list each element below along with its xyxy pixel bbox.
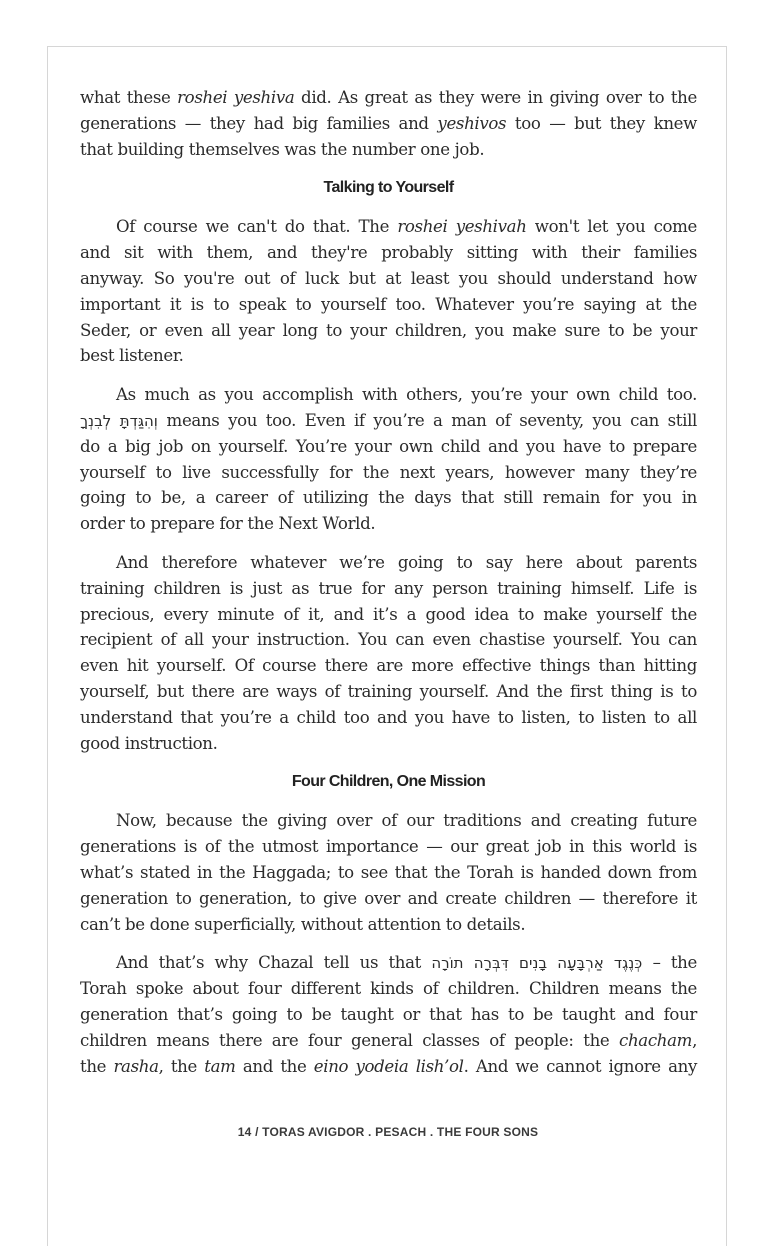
text-line [80,950,697,976]
text-line [80,111,697,137]
text-run: do a big job on yourself. You’re your own child and you have to prepare [80,436,697,456]
section-four-children [80,808,697,1079]
text-run: order to prepare for the Next World. [80,514,376,534]
text-line [80,1054,697,1080]
text-run: too — but they knew [506,113,697,133]
text-run: understand that you’re a child too and you have to listen, to listen to all [80,707,697,727]
text-line [80,1002,697,1028]
text-run: won't let you come [526,217,698,237]
text-line [80,511,697,537]
text-run: did. As great as they were in giving over to the [294,88,697,107]
text-run: As much as you accomplish with others, you’re your own child too. [116,385,697,405]
text-line [80,240,697,266]
italic-term: roshei yeshiva [177,88,295,107]
text-run: , [692,1030,697,1050]
italic-term: tam [204,1056,236,1076]
hebrew-quote: וְהִגַּדְתָּ לְבִנְךָ [80,411,158,430]
section-talking-to-yourself [80,214,697,756]
text-line [80,266,697,292]
paragraph [80,85,697,162]
text-run: Now, because the giving over of our traditions and creating future [116,811,697,831]
text-run: And that’s why Chazal tell us that [116,953,432,973]
text-run: yourself, but there are ways of training yourself. And the first thing is to [80,681,697,701]
text-run: generations — they had big families and [80,113,438,133]
text-line [80,912,697,938]
text-line [80,214,697,240]
text-line [80,382,697,408]
text-run: – the [642,953,697,973]
page-footer: 14 / TORAS AVIGDOR . PESACH . THE FOUR SONS [237,1125,539,1139]
text-run: important it is to speak to yourself too. Whatever you’re saying at the [80,294,697,314]
text-run: and the [235,1056,314,1076]
paragraph [80,950,697,1079]
italic-term: eino yodeia lish’ol [313,1056,464,1076]
text-run: recipient of all your instruction. You can even chastise yourself. You can [80,630,697,650]
text-run: precious, every minute of it, and it’s a good idea to make yourself the [80,604,697,624]
text-line [80,434,697,460]
text-line [80,408,697,434]
text-line [80,602,697,628]
text-line [80,460,697,486]
intro-section [80,85,697,162]
italic-term: yeshivos [437,113,507,133]
text-line [80,834,697,860]
text-line [80,705,697,731]
italic-term: roshei yeshivah [397,217,527,237]
text-run: that building themselves was the number one job. [80,139,485,159]
italic-term: chacham [619,1030,693,1050]
text-run: generation to generation, to give over and create children — therefore it [80,888,697,908]
paragraph [80,808,697,937]
text-line [80,976,697,1002]
text-line [80,808,697,834]
text-line [80,679,697,705]
text-line [80,292,697,318]
text-run: means you too. Even if you’re a man of seventy, you can still [157,410,697,430]
text-run: going to be, a career of utilizing the days that still remain for you in [80,488,697,508]
text-run: children means there are four general classes of people: the [80,1030,620,1050]
text-run: training children is just as true for any person training himself. Life is [80,578,697,598]
text-run: even hit yourself. Of course there are more effective things than hitting [80,656,697,676]
text-line [80,550,697,576]
text-run: generation that’s going to be taught or that has to be taught and four [80,1004,697,1024]
text-run: best listener. [80,346,184,366]
text-line [80,485,697,511]
text-run: can’t be done superficially, without attention to details. [80,914,526,934]
text-run: generations is of the utmost importance — our great job in this world is [80,837,697,857]
text-run: anyway. So you're out of luck but at least you should understand how [80,268,697,288]
text-run: Torah spoke about four different kinds of children. Children means the [80,979,697,999]
text-line [80,343,697,369]
text-line [80,731,697,757]
italic-term: rasha [113,1056,159,1076]
text-line [80,627,697,653]
text-line [80,85,697,111]
text-run: And therefore whatever we’re going to say here about parents [116,552,697,572]
text-line [80,576,697,602]
text-run: yourself to live successfully for the next years, however many they’re [80,462,697,482]
heading-talking-to-yourself: Talking to Yourself [323,179,454,197]
text-line [80,137,697,163]
paragraph [80,382,697,537]
text-line [80,886,697,912]
paragraph [80,214,697,369]
paragraph [80,550,697,756]
text-run: the [80,1056,114,1076]
text-line [80,318,697,344]
text-line [80,1028,697,1054]
page-body [80,85,697,1092]
heading-four-children: Four Children, One Mission [291,773,486,791]
text-run: good instruction. [80,733,218,753]
text-line [80,653,697,679]
text-run: , the [158,1056,205,1076]
text-run: Of course we can't do that. The [116,217,398,237]
text-line [80,860,697,886]
text-run: what these [80,88,178,107]
text-run: . And we cannot ignore any [463,1056,697,1076]
hebrew-quote: כְּנֶגֶד אַרְבָּעָה בָנִים דִּבְּרָה תוֹרָה [431,954,643,973]
text-run: Seder, or even all year long to your children, you make sure to be your [80,320,697,340]
text-run: and sit with them, and they're probably sitting with their families [80,243,697,263]
text-run: what’s stated in the Haggada; to see that the Torah is handed down from [80,862,697,882]
